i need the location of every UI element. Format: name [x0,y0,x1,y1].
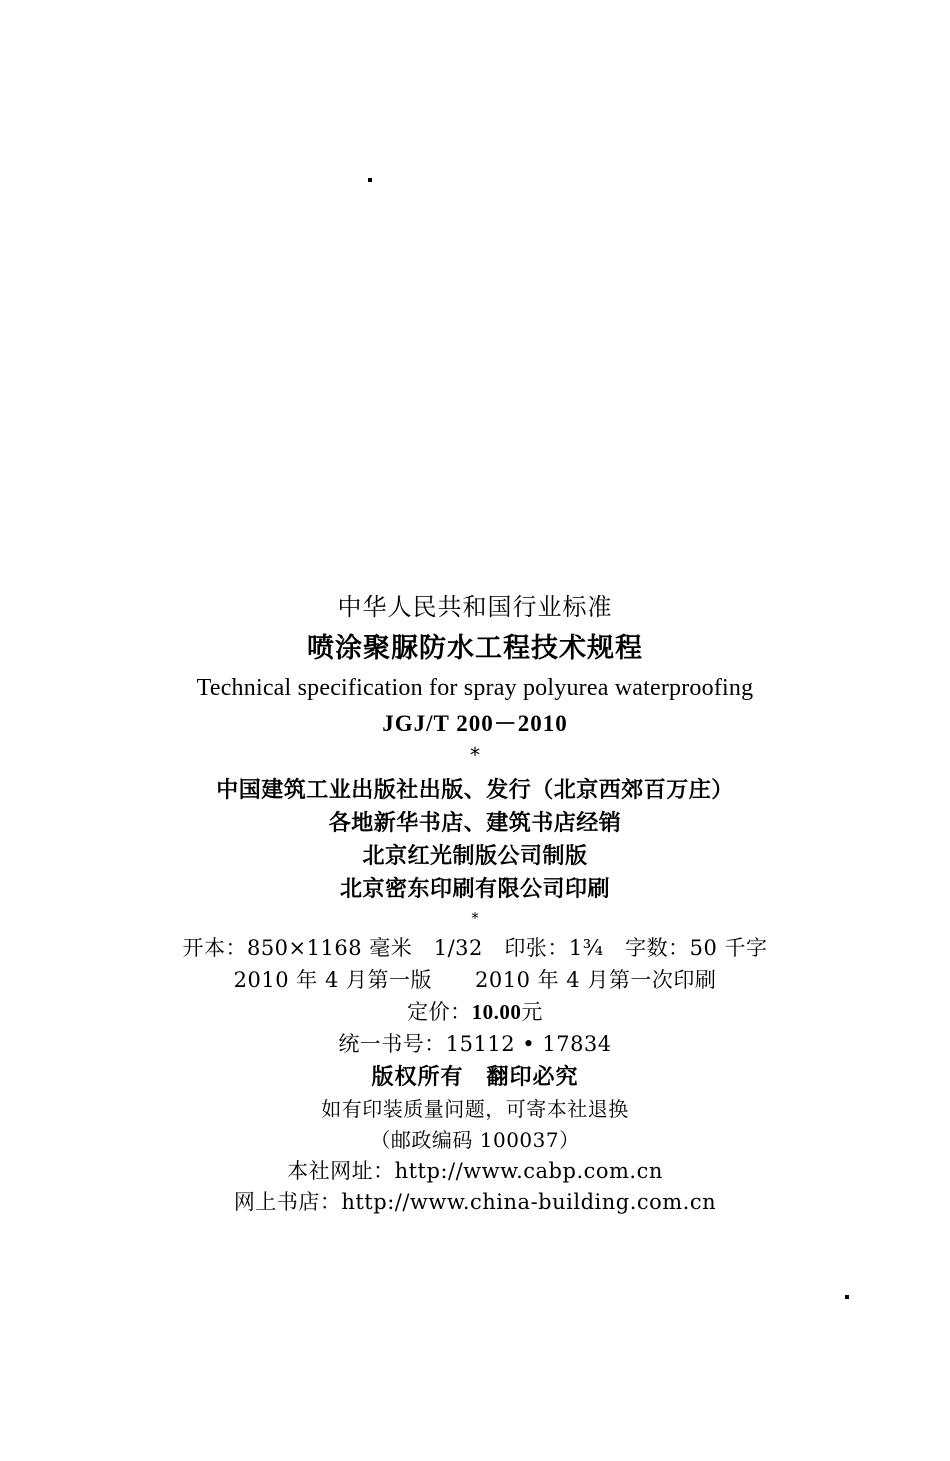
separator-star-top: * [470,743,480,767]
colophon-block [0,595,950,1223]
price-unit: 元 [521,1000,543,1024]
edition-line: 2010 年 4 月第一版 2010 年 4 月第一次印刷 [233,968,717,992]
unified-book-number: 统一书号：15112 • 17834 [338,1032,612,1056]
postcode: （邮政编码 100037） [370,1128,580,1152]
publisher-line-2: 北京红光制版公司制版 [362,843,588,869]
price-label: 定价： [407,1000,472,1024]
online-bookstore-line [0,1192,950,1213]
publisher-website-line [0,1161,950,1182]
registration-mark-bottom [845,1295,849,1299]
online-bookstore-url: http://www.china-building.com.cn [341,1190,717,1214]
separator-star-bottom: * [471,909,479,927]
quality-notice: 如有印装质量问题，可寄本社退换 [321,1097,629,1121]
publisher-website-label: 本社网址： [287,1159,395,1183]
publisher-line-0: 中国建筑工业出版社出版、发行（北京西郊百万庄） [216,777,734,803]
standard-series-label: 中华人民共和国行业标准 [337,593,613,621]
standard-code: JGJ/T 200－2010 [382,711,568,736]
publisher-line-3: 北京密东印刷有限公司印刷 [339,876,610,902]
publisher-website-url: http://www.cabp.com.cn [394,1159,663,1183]
price-line [0,1002,950,1023]
print-spec-line: 开本：850×1168 毫米 1/32 印张：1¾ 字数：50 千字 [182,936,768,960]
standard-title-en: Technical specification for spray polyurea waterproofing [196,675,754,701]
standard-title-cn: 喷涂聚脲防水工程技术规程 [307,633,643,664]
online-bookstore-label: 网上书店： [233,1190,342,1214]
price-value: 10.00 [471,1000,522,1024]
publisher-line-1: 各地新华书店、建筑书店经销 [328,810,622,836]
registration-mark-top [368,178,372,182]
copyright-notice: 版权所有 翻印必究 [371,1064,579,1090]
